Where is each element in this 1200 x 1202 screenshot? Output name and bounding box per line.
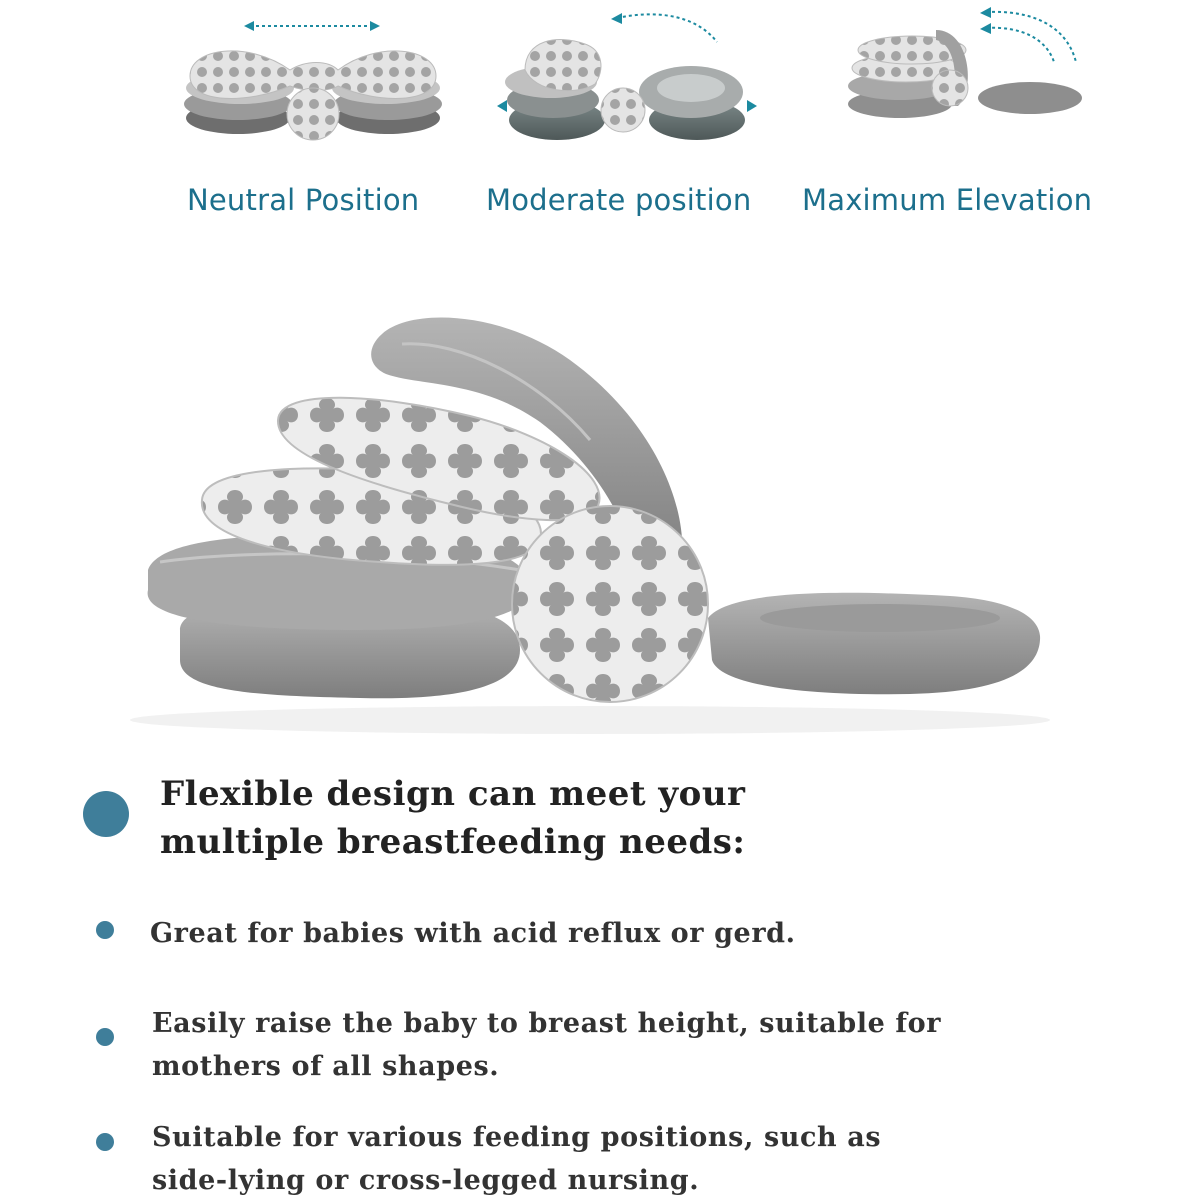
pillow-stack-photo [120,300,1060,740]
feature-bullet-2-line-1: Easily raise the baby to breast height, suitable for [152,1008,942,1039]
left-arrow-icon [497,100,507,112]
positions-row [0,0,1200,240]
features-heading-line-1: Flexible design can meet your [160,774,746,814]
heading-bullet-dot [83,791,129,837]
feature-bullet-2-line-2: mothers of all shapes. [152,1051,500,1082]
feature-bullet-1-line-1: Great for babies with acid reflux or gerd. [150,918,796,949]
position-label-neutral: Neutral Position [187,183,420,217]
position-label-moderate: Moderate position [486,183,752,217]
bullet-dot [96,1028,114,1046]
feature-bullet-3 [152,1116,881,1202]
features-heading-line-2: multiple breastfeeding needs: [160,822,746,862]
position-label-maximum: Maximum Elevation [802,183,1093,217]
bullet-dot [96,1133,114,1151]
feature-bullet-3-line-1: Suitable for various feeding positions, such as [152,1122,882,1153]
curved-arrow-icon [980,7,1076,62]
right-arrow-icon [747,100,757,112]
features-heading [160,770,745,866]
neutral-position-illustration [178,0,448,150]
curved-arrow-icon [611,13,717,42]
bullet-dot [96,921,114,939]
expand-arrow-icon [244,21,380,31]
feature-bullet-2 [152,1002,941,1088]
moderate-position-illustration [495,0,765,150]
maximum-elevation-illustration [840,0,1090,150]
feature-bullet-1 [150,912,796,955]
feature-bullet-3-line-2: side-lying or cross-legged nursing. [152,1165,700,1196]
